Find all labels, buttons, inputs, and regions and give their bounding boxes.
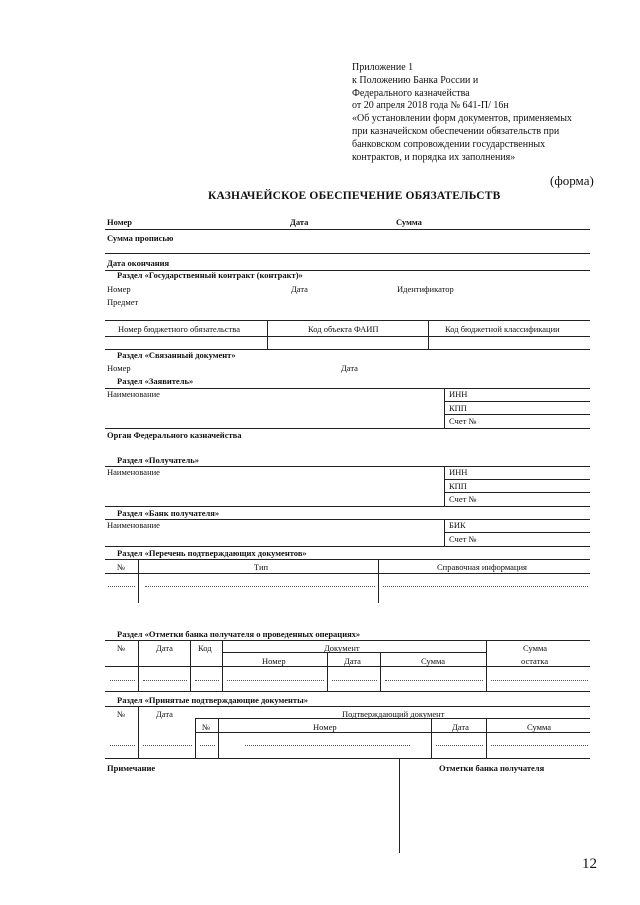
accepted-no-header: № bbox=[117, 709, 126, 719]
dotted-fill bbox=[143, 745, 192, 746]
divider bbox=[444, 401, 590, 402]
marks-doc-date-header: Дата bbox=[344, 656, 361, 666]
divider bbox=[105, 466, 590, 467]
dotted-fill bbox=[332, 680, 377, 681]
dotted-fill bbox=[491, 745, 588, 746]
table-border bbox=[105, 320, 590, 321]
dotted-fill bbox=[385, 680, 483, 681]
dotted-fill bbox=[110, 680, 135, 681]
accepted-doc-header: Подтверждающий документ bbox=[342, 709, 445, 719]
divider bbox=[105, 506, 590, 507]
dotted-fill bbox=[227, 680, 324, 681]
table-border bbox=[378, 559, 379, 603]
table-border bbox=[195, 732, 590, 733]
divider bbox=[105, 519, 590, 520]
recipient-section-title: Раздел «Получатель» bbox=[117, 455, 199, 465]
appendix-line: Федерального казначейства bbox=[352, 87, 470, 99]
note-label: Примечание bbox=[107, 763, 156, 773]
table-border bbox=[138, 706, 139, 758]
divider bbox=[105, 229, 590, 230]
marks-document-header: Документ bbox=[324, 643, 360, 653]
dotted-fill bbox=[108, 586, 135, 587]
appendix-line: Приложение 1 bbox=[352, 62, 414, 73]
dotted-fill bbox=[436, 745, 483, 746]
confirm-no-header: № bbox=[117, 562, 126, 572]
confirm-info-header: Справочная информация bbox=[437, 562, 527, 572]
end-date-label: Дата окончания bbox=[107, 258, 170, 268]
bank-name-label: Наименование bbox=[107, 520, 160, 530]
recipient-kpp-label: КПП bbox=[449, 481, 467, 491]
linked-date-label: Дата bbox=[341, 363, 358, 373]
marks-no-header: № bbox=[117, 643, 126, 653]
contract-subject-label: Предмет bbox=[107, 297, 139, 307]
applicant-kpp-label: КПП bbox=[449, 403, 467, 413]
marks-sum-header-line1: Сумма bbox=[523, 643, 548, 653]
table-border bbox=[431, 718, 432, 758]
table-border bbox=[105, 758, 590, 759]
sum-label: Сумма bbox=[396, 217, 422, 227]
table-border bbox=[486, 718, 487, 758]
dotted-fill bbox=[245, 745, 410, 746]
dotted-fill bbox=[383, 586, 588, 587]
appendix-line: при казначейском обеспечении обязательств при bbox=[352, 125, 560, 137]
bank-bik-label: БИК bbox=[449, 520, 466, 530]
accepted-date-header: Дата bbox=[156, 709, 173, 719]
appendix-line: «Об установлении форм документов, применяемых bbox=[352, 113, 572, 125]
appendix-line: контрактов, и порядка их заполнения» bbox=[352, 151, 516, 163]
dotted-fill bbox=[200, 745, 215, 746]
bank-account-label: Счет № bbox=[449, 534, 477, 544]
marks-date-header: Дата bbox=[156, 643, 173, 653]
table-border bbox=[380, 652, 381, 691]
budget-class-header: Код бюджетной классификации bbox=[445, 324, 560, 334]
applicant-inn-label: ИНН bbox=[449, 389, 468, 399]
dotted-fill bbox=[145, 586, 375, 587]
bank-marks-label: Отметки банка получателя bbox=[439, 763, 545, 773]
linked-section-title: Раздел «Связанный документ» bbox=[117, 350, 236, 360]
divider bbox=[444, 532, 590, 533]
divider bbox=[444, 492, 590, 493]
appendix-line: банковском сопровождении государственных bbox=[352, 138, 546, 150]
sum-words-label: Сумма прописью bbox=[107, 233, 174, 243]
confirm-type-header: Тип bbox=[254, 562, 269, 572]
table-border bbox=[138, 559, 139, 603]
divider bbox=[444, 479, 590, 480]
recipient-name-label: Наименование bbox=[107, 467, 160, 477]
table-border bbox=[267, 320, 268, 349]
recipient-inn-label: ИНН bbox=[449, 467, 468, 477]
applicant-account-label: Счет № bbox=[449, 416, 477, 426]
date-label: Дата bbox=[290, 217, 309, 227]
treasury-label: Орган Федерального казначейства bbox=[107, 430, 242, 440]
bank-marks-title: Раздел «Отметки банка получателя о проведенных операциях» bbox=[117, 629, 361, 639]
table-border bbox=[105, 559, 590, 560]
contract-number-label: Номер bbox=[107, 284, 131, 294]
contract-date-label: Дата bbox=[291, 284, 308, 294]
table-border bbox=[444, 388, 445, 428]
table-border bbox=[327, 652, 328, 691]
accepted-doc-no-header: № bbox=[202, 722, 211, 732]
table-border bbox=[105, 640, 590, 641]
divider bbox=[105, 428, 590, 429]
marks-doc-sum-header: Сумма bbox=[421, 656, 446, 666]
table-border bbox=[218, 718, 219, 758]
applicant-section-title: Раздел «Заявитель» bbox=[117, 376, 194, 386]
appendix-line: к Положению Банка России и bbox=[352, 74, 479, 86]
table-border bbox=[105, 573, 590, 574]
table-border bbox=[105, 691, 590, 692]
form-label: (форма) bbox=[550, 173, 594, 188]
dotted-fill bbox=[195, 680, 219, 681]
table-border bbox=[105, 336, 590, 337]
table-border bbox=[105, 666, 590, 667]
page-number: 12 bbox=[582, 856, 597, 872]
table-border bbox=[105, 706, 590, 707]
marks-sum-header-line2: остатка bbox=[521, 656, 549, 666]
appendix-line: от 20 апреля 2018 года № 641-П/ 16н bbox=[352, 100, 509, 112]
faip-code-header: Код объекта ФАИП bbox=[308, 324, 379, 334]
recipient-account-label: Счет № bbox=[449, 494, 477, 504]
bank-section-title: Раздел «Банк получателя» bbox=[117, 508, 220, 518]
table-border bbox=[444, 466, 445, 506]
divider bbox=[444, 414, 590, 415]
marks-code-header: Код bbox=[198, 643, 212, 653]
contract-section-title: Раздел «Государственный контракт (контракт)» bbox=[117, 270, 303, 280]
dotted-fill bbox=[143, 680, 187, 681]
divider bbox=[105, 546, 590, 547]
table-border bbox=[195, 718, 196, 758]
applicant-name-label: Наименование bbox=[107, 389, 160, 399]
accepted-number-header: Номер bbox=[313, 722, 337, 732]
divider bbox=[105, 253, 590, 254]
dotted-fill bbox=[110, 745, 135, 746]
linked-number-label: Номер bbox=[107, 363, 131, 373]
footer-divider bbox=[399, 758, 400, 853]
marks-doc-number-header: Номер bbox=[262, 656, 286, 666]
accepted-doc-date-header: Дата bbox=[452, 722, 469, 732]
form-title: КАЗНАЧЕЙСКОЕ ОБЕСПЕЧЕНИЕ ОБЯЗАТЕЛЬСТВ bbox=[208, 190, 501, 202]
table-border bbox=[428, 320, 429, 349]
divider bbox=[105, 388, 590, 389]
contract-identifier-label: Идентификатор bbox=[397, 284, 454, 294]
confirm-list-title: Раздел «Перечень подтверждающих документов» bbox=[117, 548, 307, 558]
budget-obligation-header: Номер бюджетного обязательства bbox=[118, 324, 240, 334]
number-label: Номер bbox=[107, 217, 132, 227]
dotted-fill bbox=[491, 680, 588, 681]
appendix-block bbox=[352, 62, 572, 164]
accepted-doc-sum-header: Сумма bbox=[527, 722, 552, 732]
accepted-section-title: Раздел «Принятые подтверждающие документы» bbox=[117, 695, 308, 705]
